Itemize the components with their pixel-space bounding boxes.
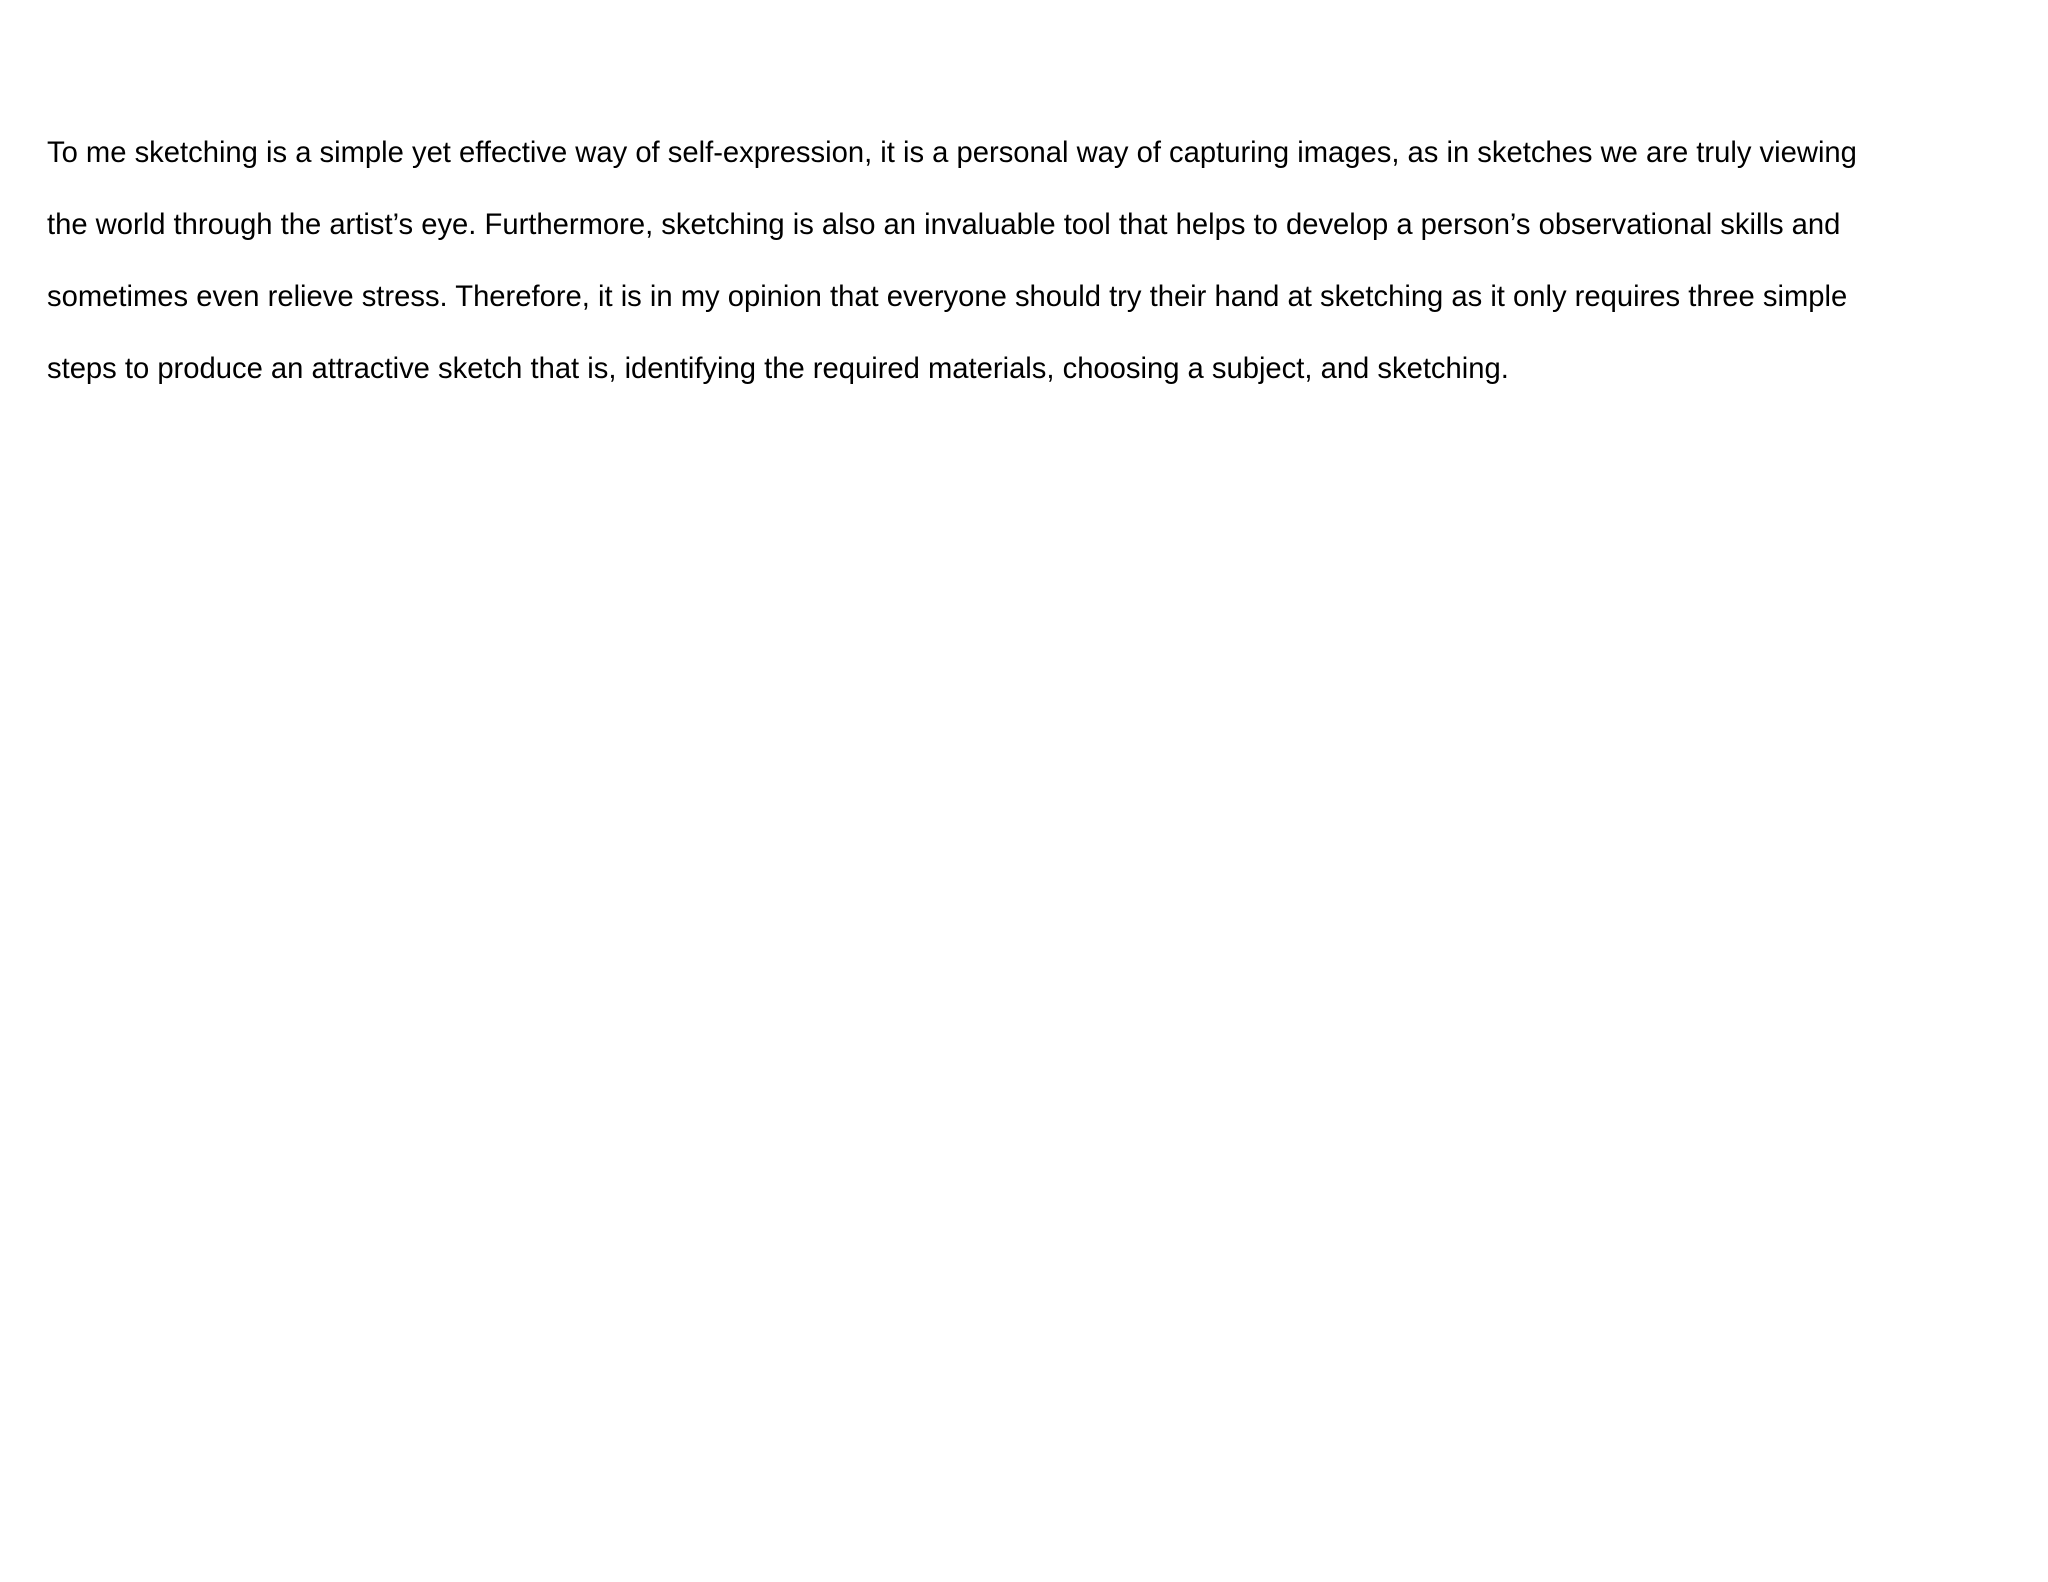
paragraph-line-2: the world through the artist’s eye. Furthermore, sketching is also an invaluable tool that helps to develop a person’s observational skills and (47, 209, 1841, 241)
paragraph-line-4: steps to produce an attractive sketch that is, identifying the required materials, choosing a subject, and sketching. (47, 353, 1509, 385)
paragraph-line-3: sometimes even relieve stress. Therefore, it is in my opinion that everyone should try their hand at sketching as it only requires three simple (47, 281, 1848, 313)
body-paragraph (47, 117, 2037, 405)
paragraph-line-1: To me sketching is a simple yet effective way of self-expression, it is a personal way of capturing images, as in sketches we are truly viewing (47, 137, 1857, 169)
